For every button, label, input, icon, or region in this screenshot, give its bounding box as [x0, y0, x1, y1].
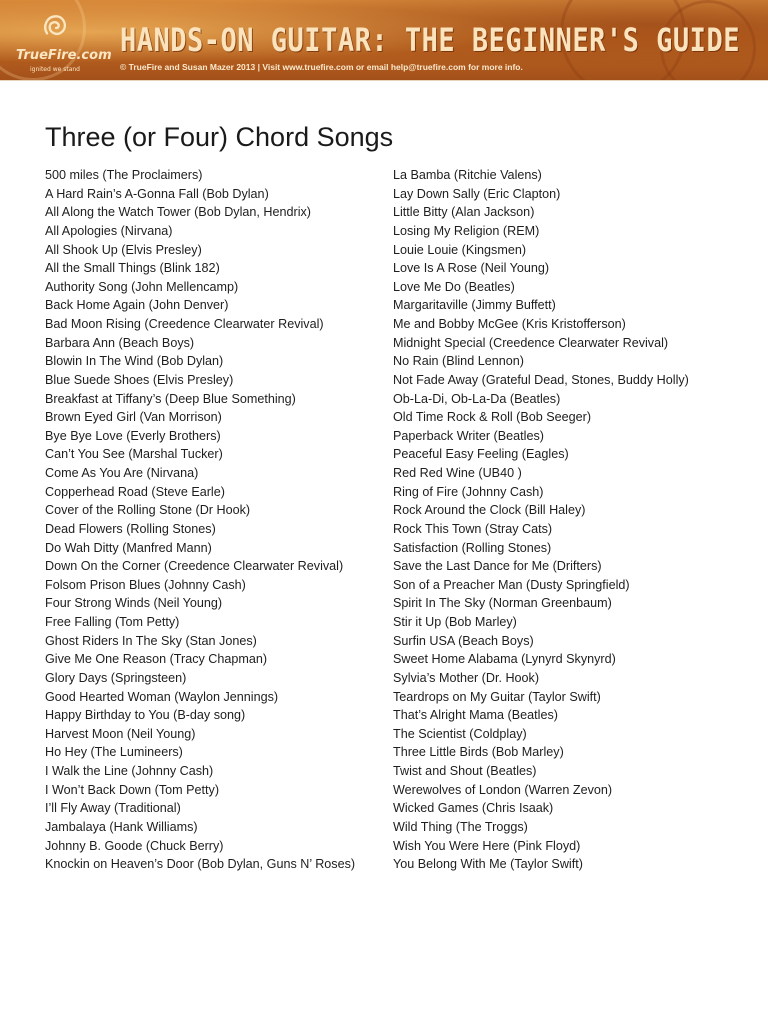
- song-list-item: Do Wah Ditty (Manfred Mann): [45, 540, 212, 555]
- song-list-item: Authority Song (John Mellencamp): [45, 279, 239, 294]
- song-list-item: Spirit In The Sky (Norman Greenbaum): [393, 596, 612, 611]
- song-list-item: Me and Bobby McGee (Kris Kristofferson): [393, 317, 626, 331]
- song-list-item: I Walk the Line (Johnny Cash): [45, 764, 214, 778]
- song-list-item: Lay Down Sally (Eric Clapton): [393, 186, 561, 201]
- song-list-item: Love Is A Rose (Neil Young): [393, 261, 550, 276]
- song-list-item: Down On the Corner (Creedence Clearwater Revival): [45, 559, 344, 574]
- header-banner: [0, 0, 768, 80]
- song-list-item: Rock Around the Clock (Bill Haley): [393, 503, 586, 518]
- song-list-item: A Hard Rain’s A-Gonna Fall (Bob Dylan): [45, 186, 269, 201]
- song-list-item: I Won’t Back Down (Tom Petty): [45, 782, 220, 797]
- song-list-item: Twist and Shout (Beatles): [393, 764, 537, 778]
- header-divider: [0, 80, 768, 81]
- song-list-item: Losing My Religion (REM): [393, 223, 540, 238]
- song-list-item: Jambalaya (Hank Williams): [45, 819, 198, 834]
- song-list-item: All the Small Things (Blink 182): [45, 261, 220, 276]
- song-list-item: Little Bitty (Alan Jackson): [393, 205, 535, 220]
- song-list-item: Wicked Games (Chris Isaak): [393, 801, 554, 816]
- song-list-left: [45, 166, 375, 874]
- song-list-item: Wish You Were Here (Pink Floyd): [393, 838, 581, 853]
- song-list-item: Happy Birthday to You (B-day song): [45, 708, 246, 723]
- song-list-item: I’ll Fly Away (Traditional): [45, 801, 181, 816]
- song-list-item: Sylvia’s Mother (Dr. Hook): [393, 670, 540, 685]
- song-list-item: Ring of Fire (Johnny Cash): [393, 484, 544, 499]
- song-list-item: That’s Alright Mama (Beatles): [393, 708, 558, 723]
- song-list-item: Four Strong Winds (Neil Young): [45, 596, 223, 611]
- song-list-item: Love Me Do (Beatles): [393, 279, 515, 294]
- song-list-item: Midnight Special (Creedence Clearwater Revival): [393, 335, 669, 350]
- song-list-item: Old Time Rock & Roll (Bob Seeger): [393, 410, 592, 425]
- song-list-item: Margaritaville (Jimmy Buffett): [393, 298, 556, 313]
- song-list-item: All Along the Watch Tower (Bob Dylan, Hendrix): [45, 205, 311, 220]
- song-list-item: Rock This Town (Stray Cats): [393, 521, 553, 536]
- song-list-item: Peaceful Easy Feeling (Eagles): [393, 447, 569, 462]
- song-list-item: Satisfaction (Rolling Stones): [393, 540, 552, 555]
- song-list-item: Breakfast at Tiffany’s (Deep Blue Something): [45, 391, 296, 406]
- song-list-item: Surfin USA (Beach Boys): [393, 633, 534, 648]
- song-list-item: Harvest Moon (Neil Young): [45, 726, 196, 741]
- banner-subtitle: © TrueFire and Susan Mazer 2013 | Visit www.truefire.com or email help@truefire.com for more info.: [120, 62, 523, 72]
- song-list-item: Paperback Writer (Beatles): [393, 428, 544, 443]
- song-list-item: All Apologies (Nirvana): [45, 223, 173, 238]
- song-list-item: Sweet Home Alabama (Lynyrd Skynyrd): [393, 652, 616, 667]
- song-list-item: Ghost Riders In The Sky (Stan Jones): [45, 633, 257, 648]
- song-list-item: Red Red Wine (UB40 ): [393, 466, 522, 480]
- song-list-item: Copperhead Road (Steve Earle): [45, 484, 225, 499]
- song-list-item: Johnny B. Goode (Chuck Berry): [45, 838, 224, 853]
- logo-text: TrueFire.com: [16, 48, 112, 63]
- song-list-item: Glory Days (Springsteen): [45, 670, 187, 685]
- song-list-item: Brown Eyed Girl (Van Morrison): [45, 410, 222, 425]
- song-list-item: Cover of the Rolling Stone (Dr Hook): [45, 503, 251, 518]
- song-list-right: [393, 166, 733, 874]
- song-list-item: La Bamba (Ritchie Valens): [393, 168, 542, 182]
- song-list-item: The Scientist (Coldplay): [393, 726, 527, 741]
- song-list-item: Teardrops on My Guitar (Taylor Swift): [393, 689, 601, 704]
- song-list-item: 500 miles (The Proclaimers): [45, 168, 203, 182]
- logo-tagline: ignited we stand: [30, 66, 80, 73]
- song-list-item: Louie Louie (Kingsmen): [393, 242, 527, 257]
- song-list-item: Bad Moon Rising (Creedence Clearwater Revival): [45, 317, 324, 331]
- song-list-item: Not Fade Away (Grateful Dead, Stones, Buddy Holly): [393, 372, 689, 387]
- song-list-item: Can’t You See (Marshal Tucker): [45, 447, 223, 462]
- song-list-item: Son of a Preacher Man (Dusty Springfield): [393, 577, 630, 592]
- song-list-item: Come As You Are (Nirvana): [45, 466, 199, 480]
- song-list-item: Dead Flowers (Rolling Stones): [45, 521, 216, 536]
- song-list-item: Wild Thing (The Troggs): [393, 819, 528, 834]
- page-title: Three (or Four) Chord Songs: [45, 122, 394, 152]
- song-list-item: Ho Hey (The Lumineers): [45, 745, 183, 760]
- song-list-item: Folsom Prison Blues (Johnny Cash): [45, 577, 246, 592]
- song-list-item: No Rain (Blind Lennon): [393, 354, 524, 369]
- song-list-item: Knockin on Heaven’s Door (Bob Dylan, Guns N’ Roses): [45, 857, 356, 872]
- song-list-item: Three Little Birds (Bob Marley): [393, 745, 564, 760]
- song-list-item: Save the Last Dance for Me (Drifters): [393, 559, 602, 574]
- song-list-item: Barbara Ann (Beach Boys): [45, 335, 195, 350]
- song-list-item: Blowin In The Wind (Bob Dylan): [45, 354, 224, 369]
- song-list-item: Free Falling (Tom Petty): [45, 615, 180, 629]
- song-list-item: Werewolves of London (Warren Zevon): [393, 782, 613, 797]
- song-list-item: Blue Suede Shoes (Elvis Presley): [45, 372, 234, 387]
- song-list-item: Good Hearted Woman (Waylon Jennings): [45, 689, 279, 704]
- truefire-logo-icon: [38, 10, 74, 46]
- song-list-item: Stir it Up (Bob Marley): [393, 615, 517, 629]
- banner-title: HANDS-ON GUITAR: THE BEGINNER'S GUIDE: [120, 22, 740, 60]
- song-list-item: Back Home Again (John Denver): [45, 298, 229, 313]
- song-list-item: Bye Bye Love (Everly Brothers): [45, 428, 221, 443]
- song-list-item: Give Me One Reason (Tracy Chapman): [45, 652, 268, 667]
- song-list-item: Ob-La-Di, Ob-La-Da (Beatles): [393, 391, 561, 406]
- song-list-item: You Belong With Me (Taylor Swift): [393, 857, 583, 872]
- song-list-item: All Shook Up (Elvis Presley): [45, 242, 202, 257]
